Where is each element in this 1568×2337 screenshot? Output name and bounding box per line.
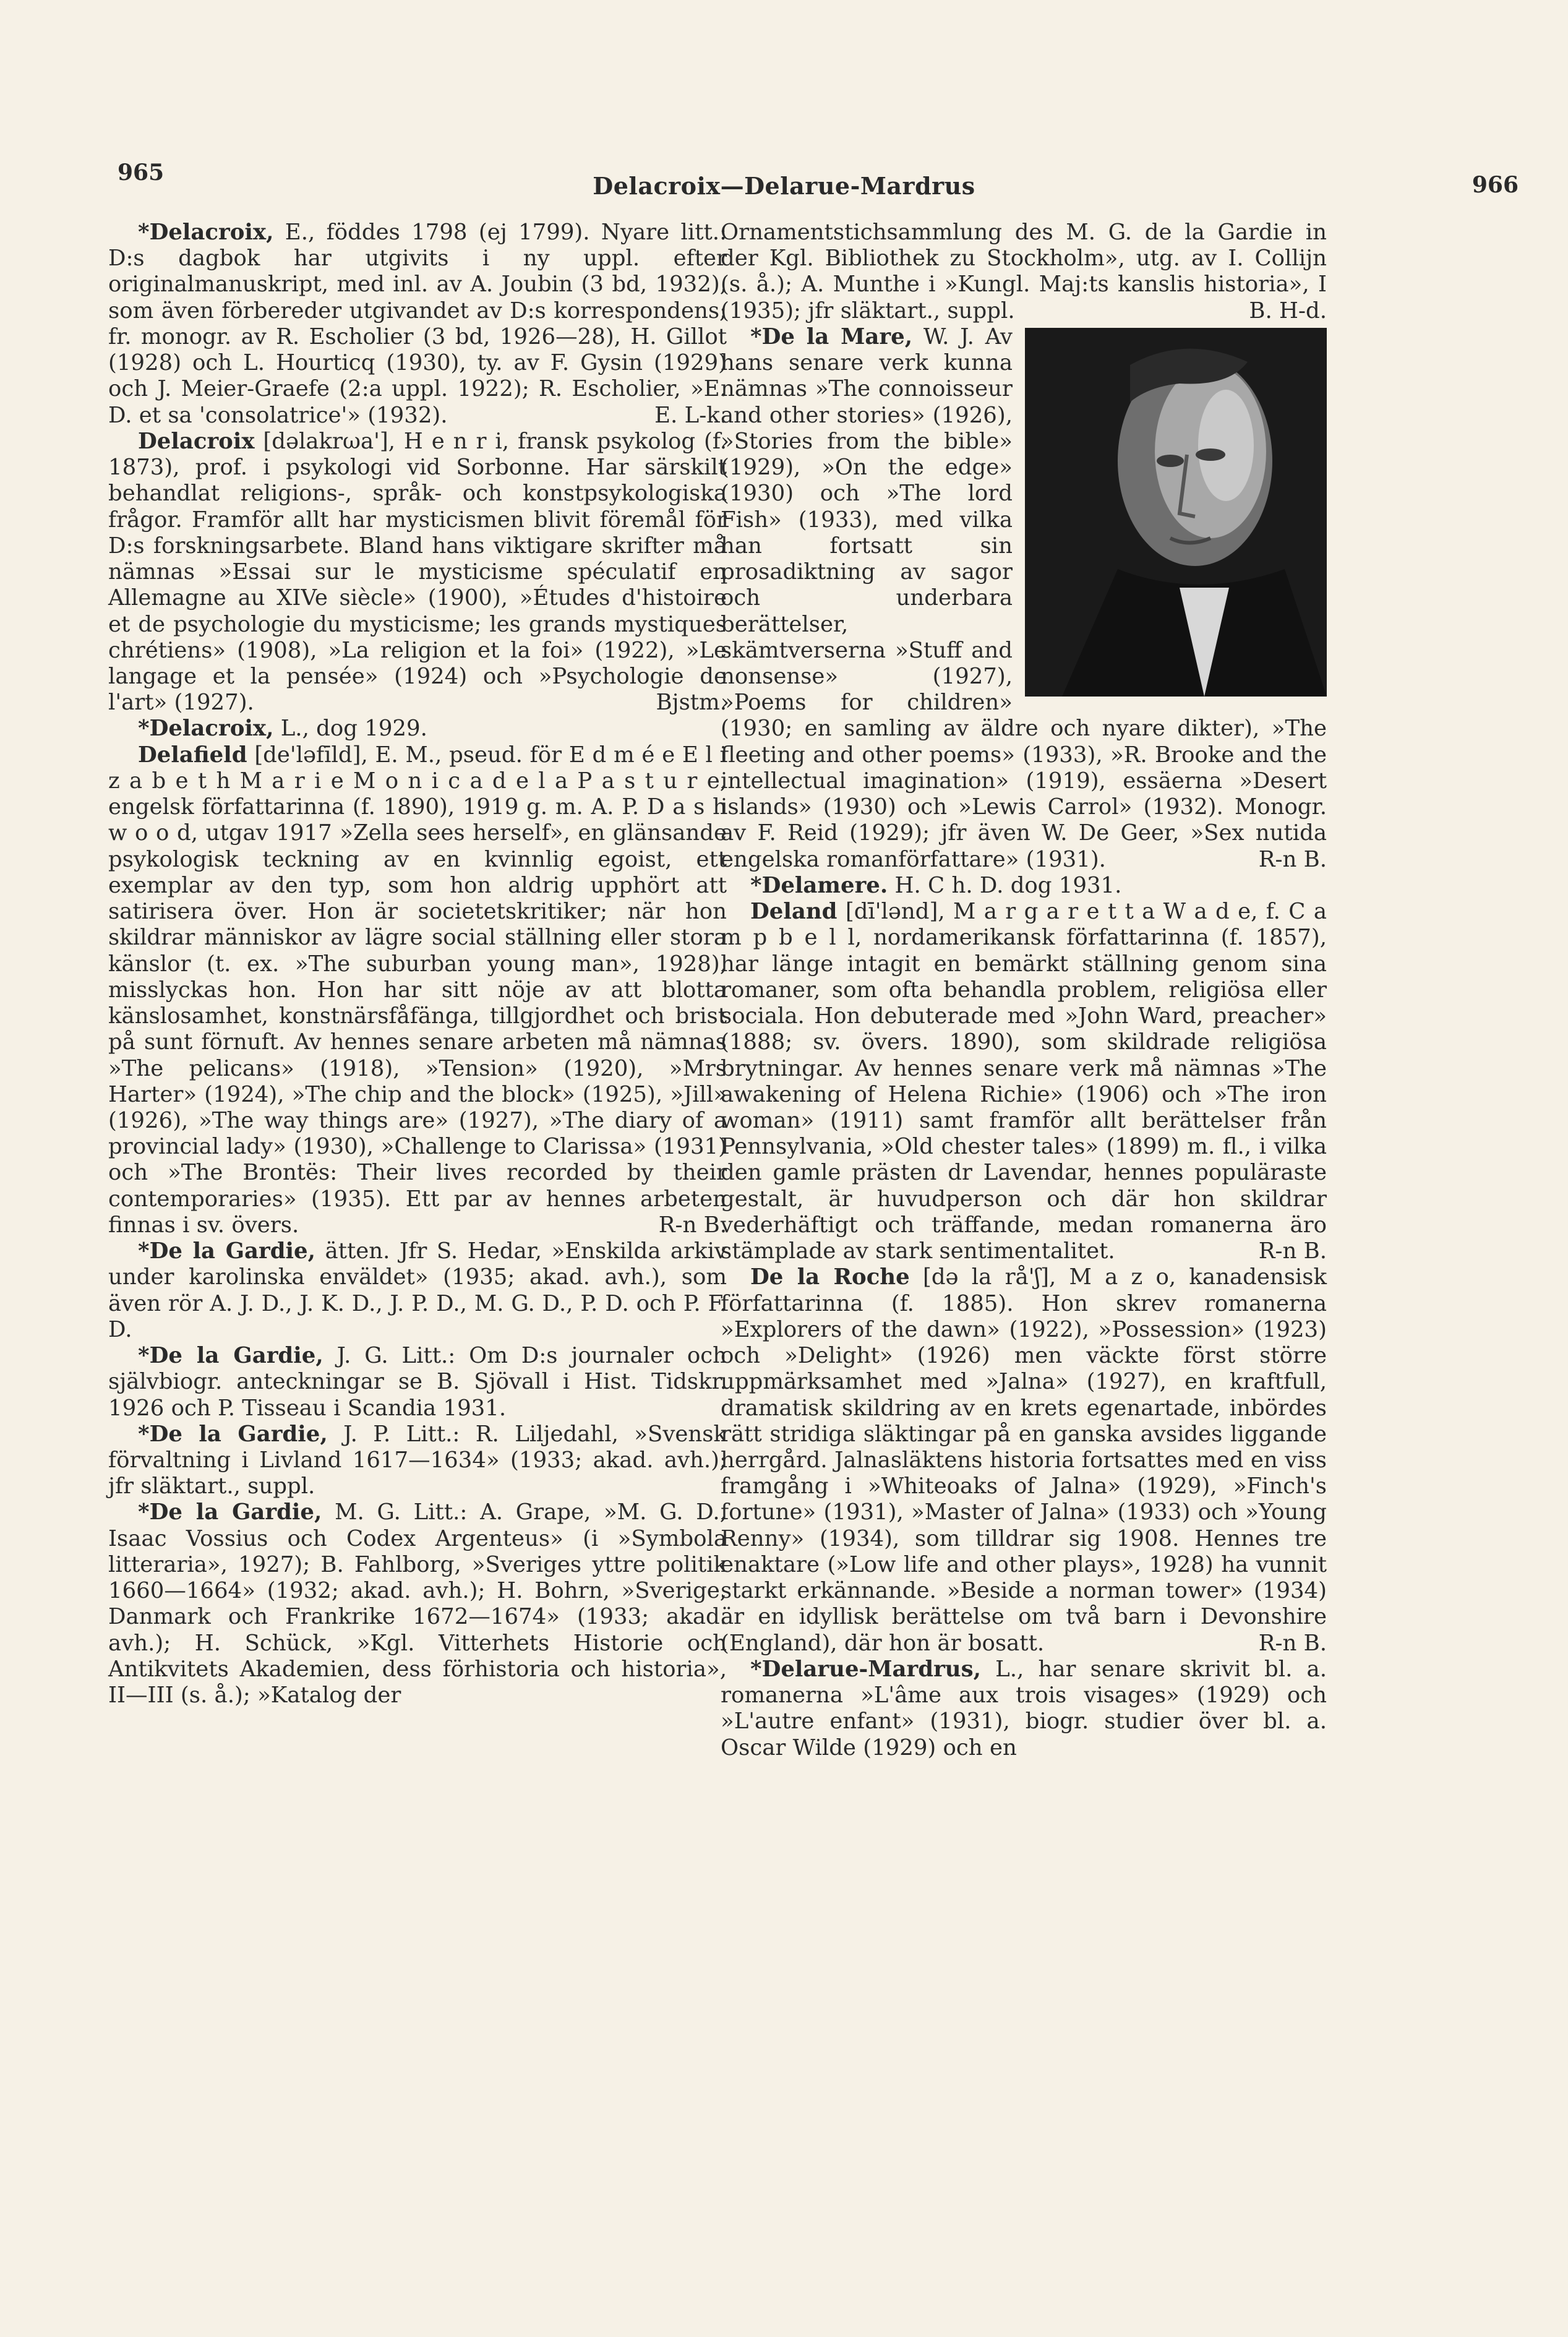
entry-text: J. P. Litt.: R. Liljedahl, »Svensk förvaltning i Livland 1617—1634» (1933; akad. avh.); jfr släktart., suppl. [108, 1421, 727, 1499]
entry-continuation [721, 220, 1327, 324]
entry-text: [de'ləfīld], E. M., pseud. för E d m é e E l i z a b e t h M a r i e M o n i c a d e l a P a s t u r e, engelsk författarinna (f. 1890), 1919 g. m. A. P. D a s h w o o d, utgav 1917 »Zella sees herself», en glänsande psykologisk teckning av en kvinnlig egoist, ett exemplar av den typ, som hon aldrig upphört att satirisera över. Hon är societetskritiker; när hon skildrar människor av lägre social ställning eller stora känslor (t. ex. »The suburban young man», 1928), misslyckas hon. Hon har sitt nöje av att blotta känslosamhet, konstnärsfåfänga, tillgjordhet och brist på sunt förnuft. Av hennes senare arbeten må nämnas »The pelicans» (1918), »Tension» (1920), »Mrs Harter» (1924), »The chip and the block» (1925), »Jill» (1926), »The way things are» (1927), »The diary of a provincial lady» (1930), »Challenge to Clarissa» (1931) och »The Brontës: Their lives recorded by their contemporaries» (1935). Ett par av hennes arbeten finnas i sv. övers. [108, 742, 727, 1238]
entry-text: [dī'lənd], M a r g a r e t t a W a d e, f. C a m p b e l l, nordamerikansk författarinna (f. 1857), har länge intagit en bemärkt ställning genom sina romaner, som ofta behandla problem, religiösa eller sociala. Hon debuterade med »John Ward, preacher» (1888; sv. övers. 1890), som skildrade religiösa brytningar. Av hennes senare verk må nämnas »The awakening of Helena Richie» (1906) och »The iron woman» (1911) samt framför allt berättelser från Pennsylvania, »Old chester tales» (1899) m. fl., i vilka den gamle prästen dr Lavendar, hennes populäraste gestalt, är huvudperson och där hon skildrar vederhäftigt och träffande, medan romanerna äro stämplade av stark sentimentalitet. [721, 899, 1327, 1264]
entry [721, 324, 1327, 873]
entry-text: H. C h. D. dog 1931. [888, 872, 1122, 898]
portrait-image [1025, 328, 1327, 697]
signature: R-n B. [1258, 846, 1327, 872]
entry [108, 220, 727, 429]
entry-text: J. G. Litt.: Om D:s journaler och självbiogr. anteckningar se B. Sjövall i Hist. Tidskr. 1926 och P. Tisseau i Scandia 1931. [108, 1343, 727, 1421]
entry-text: E., föddes 1798 (ej 1799). Nyare litt.: D:s dagbok har utgivits i ny uppl. efter originalmanuskript, med inl. av A. Joubin (3 bd, 1932), som även förbereder utgivandet av D:s korrespondens; fr. monogr. av R. Escholier (3 bd, 1926—28), H. Gillot (1928) och L. Hourticq (1930), ty. av F. Gysin (1929) och J. Meier-Graefe (2:a uppl. 1922); R. Escholier, »E. D. et sa 'consolatrice'» (1932). [108, 220, 727, 428]
portrait-photo [1025, 328, 1327, 697]
headword: *Delacroix, [138, 220, 274, 245]
entry [721, 899, 1327, 1264]
entry [721, 873, 1327, 899]
entry [721, 1264, 1327, 1657]
headword: Delacroix [138, 428, 255, 454]
headword: Delafield [138, 742, 247, 768]
headword: *De la Gardie, [138, 1499, 322, 1525]
signature: B. H-d. [1249, 298, 1327, 324]
headword: *De la Gardie, [138, 1421, 328, 1447]
signature: Bjstm. [656, 690, 727, 716]
entry [108, 742, 727, 1238]
headword: *De la Mare, [750, 324, 913, 349]
signature: R-n B. [1258, 1630, 1327, 1656]
entry-text: ätten. Jfr S. Hedar, »Enskilda arkiv under karolinska enväldet» (1935; akad. avh.), som även rör A. J. D., J. K. D., J. P. D., M. G. D., P. D. och P. F. D. [108, 1238, 727, 1342]
page-header [0, 160, 1568, 203]
entry-text: L., har senare skrivit bl. a. romanerna »L'âme aux trois visages» (1929) och »L'autre enfant» (1931), biogr. studier över bl. a. Oscar Wilde (1929) och en [721, 1656, 1327, 1760]
entry [108, 716, 727, 742]
page-number-left: 965 [118, 160, 165, 186]
signature: R-n B. [1258, 1238, 1327, 1264]
entry [108, 1499, 727, 1709]
entry-text: [dəlakrωa'], H e n r i, fransk psykolog (f. 1873), prof. i psykologi vid Sorbonne. Har särskilt behandlat religions-, språk- och konstpsykologiska frågor. Framför allt har mysticismen blivit föremål för D:s forskningsarbete. Bland hans viktigare skrifter må nämnas »Essai sur le mysticisme spéculatif en Allemagne au XIVe siècle» (1900), »Études d'histoire et de psychologie du mysticisme; les grands mystiques chrétiens» (1908), »La religion et la foi» (1922), »Le langage et la pensée» (1924) och »Psychologie de l'art» (1927). [108, 428, 727, 716]
entry-text: M. G. Litt.: A. Grape, »M. G. D., Isaac Vossius och Codex Argenteus» (i »Symbola litteraria», 1927); B. Fahlborg, »Sveriges yttre politik 1660—1664» (1932; akad. avh.); H. Bohrn, »Sverige, Danmark och Frankrike 1672—1674» (1933; akad. avh.); H. Schück, »Kgl. Vitterhets Historie och Antikvitets Akademien, dess förhistoria och historia», II—III (s. å.); »Katalog der [108, 1499, 727, 1709]
page-number-right: 966 [1472, 172, 1519, 198]
entry [108, 1238, 727, 1343]
signature: R-n B. [658, 1212, 727, 1238]
headword: *De la Gardie, [138, 1343, 323, 1369]
signature: E. L-k. [654, 402, 727, 428]
running-title: Delacroix—Delarue-Mardrus [593, 172, 975, 200]
right-column [721, 220, 1327, 1761]
left-column [108, 220, 727, 1709]
headword: *De la Gardie, [138, 1238, 315, 1264]
headword: Deland [750, 899, 838, 925]
headword: *Delamere. [750, 872, 888, 898]
headword: *Delarue-Mardrus, [750, 1656, 981, 1682]
entry-text: L., dog 1929. [273, 716, 427, 742]
entry-text: Ornamentstichsammlung des M. G. de la Gardie in der Kgl. Bibliothek zu Stockholm», utg. av I. Collijn (s. å.); A. Munthe i »Kungl. Maj:ts kanslis historia», I (1935); jfr släktart., suppl. [721, 220, 1327, 324]
entry [721, 1657, 1327, 1761]
headword: *Delacroix, [138, 716, 274, 742]
entry [108, 429, 727, 716]
entry [108, 1343, 727, 1421]
entry [108, 1421, 727, 1500]
entry-text: W. J. Av hans senare verk kunna nämnas »The connoisseur and other stories» (1926), »Stories from the bible» (1929), »On the edge» (1930) och »The lord Fish» (1933), med vilka han fortsatt sin prosadiktning av sagor och underbara berättelser, skämtverserna »Stuff and nonsense» (1927), »Poems for children» (1930; en samling av äldre och nyare dikter), »The fleeting and other poems» (1933), »R. Brooke and the intellectual imagination» (1919), essäerna »Desert islands» (1930) och »Lewis Carrol» (1932). Monogr. av F. Reid (1929); jfr även W. De Geer, »Sex nutida engelska romanförfattare» (1931). [721, 324, 1327, 872]
entry-text: [də la rå'ʃ], M a z o, kanadensisk författarinna (f. 1885). Hon skrev romanerna »Explorers of the dawn» (1922), »Possession» (1923) och »Delight» (1926) men väckte först större uppmärksamhet med »Jalna» (1927), en kraftfull, dramatisk skildring av en krets egenartade, inbördes rätt stridiga släktingar på en ganska avsides liggande herrgård. Jalnasläktens historia fortsattes med en viss framgång i »Whiteoaks of Jalna» (1929), »Finch's fortune» (1931), »Master of Jalna» (1933) och »Young Renny» (1934), som tilldrar sig 1908. Hennes tre enaktare (»Low life and other plays», 1928) ha vunnit starkt erkännande. »Beside a norman tower» (1934) är en idyllisk berättelse om två barn i Devonshire (England), där hon är bosatt. [721, 1264, 1327, 1656]
headword: De la Roche [750, 1264, 910, 1290]
